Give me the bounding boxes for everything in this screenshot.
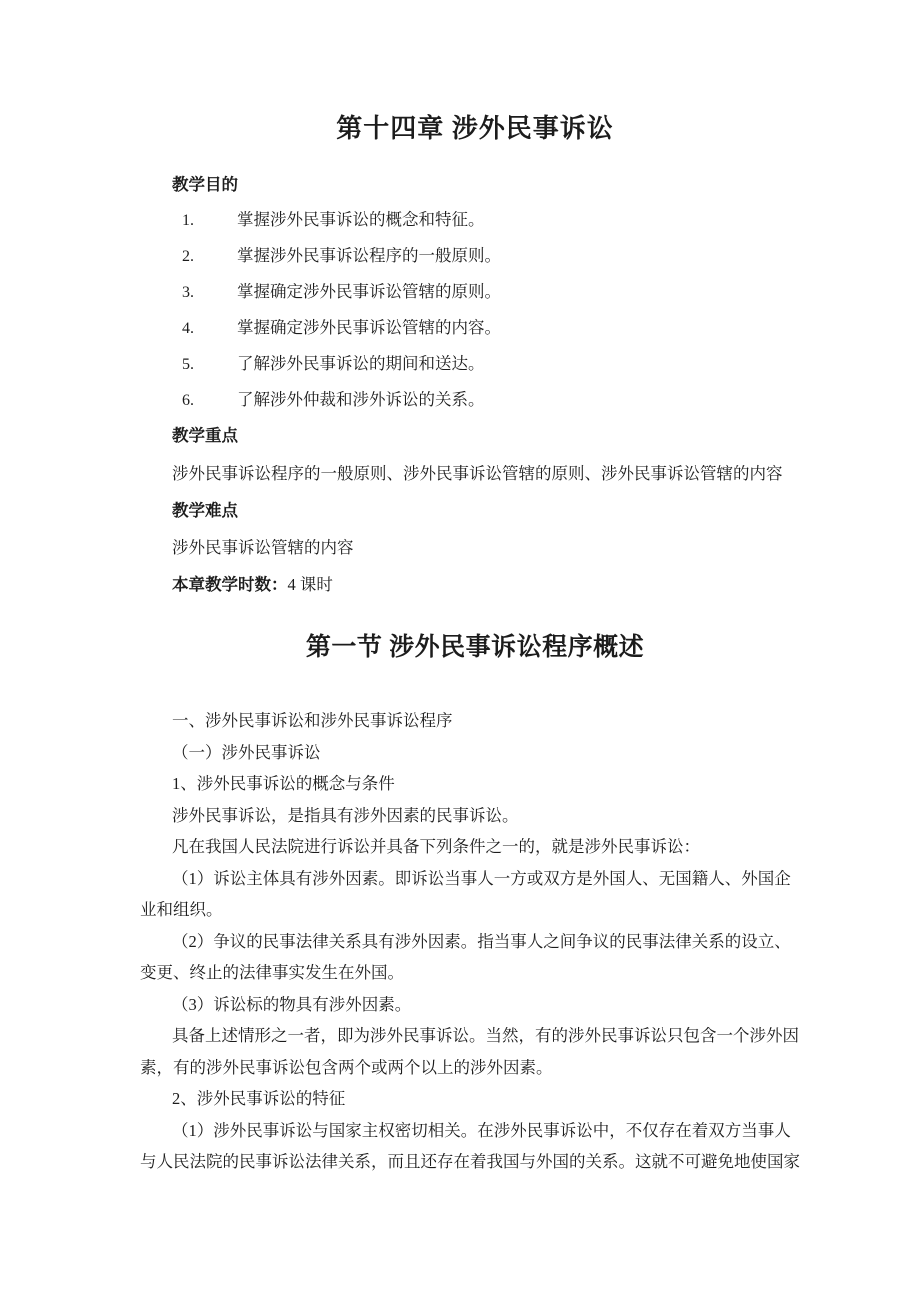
objective-text: 了解涉外民事诉讼的期间和送达。 — [237, 354, 485, 373]
body-line: （3）诉讼标的物具有涉外因素。 — [172, 994, 412, 1014]
objective-item — [140, 209, 810, 232]
objective-number: 6. — [182, 392, 194, 409]
body-line: （一）涉外民事诉讼 — [172, 742, 321, 762]
body-line: 变更、终止的法律事实发生在外国。 — [140, 963, 404, 982]
hours-value: 4 课时 — [287, 575, 333, 594]
objective-number: 1. — [182, 212, 194, 229]
body-line: 与人民法院的民事诉讼法律关系，而且还存在着我国与外国的关系。这就不可避免地使国家 — [140, 1152, 800, 1171]
key-points-label: 教学重点 — [172, 426, 238, 445]
section1-body — [140, 705, 810, 1178]
body-line: 一、涉外民事诉讼和涉外民事诉讼程序 — [172, 711, 453, 730]
objective-number: 5. — [182, 356, 194, 373]
objective-number: 2. — [182, 248, 194, 265]
objective-text: 了解涉外仲裁和涉外诉讼的关系。 — [237, 390, 485, 409]
objective-text: 掌握涉外民事诉讼的概念和特征。 — [237, 210, 485, 229]
body-line: 涉外民事诉讼，是指具有涉外因素的民事诉讼。 — [172, 805, 519, 825]
objective-item — [140, 389, 810, 412]
difficulties-label: 教学难点 — [172, 501, 238, 520]
objective-number: 3. — [182, 284, 194, 301]
hours-label: 本章教学时数： — [172, 575, 288, 594]
body-line: 凡在我国人民法院进行诉讼并具备下列条件之一的，就是涉外民事诉讼： — [172, 837, 700, 856]
objective-item — [140, 317, 810, 340]
teaching-hours-line — [140, 574, 810, 596]
body-line: 业和组织。 — [140, 900, 223, 919]
objective-number: 4. — [182, 320, 194, 337]
section1-heading: 第一节 涉外民事诉讼程序概述 — [305, 634, 645, 661]
objective-item — [140, 281, 810, 304]
objective-text: 掌握确定涉外民事诉讼管辖的原则。 — [237, 282, 501, 301]
objectives-list — [140, 209, 810, 412]
body-line: 素，有的涉外民事诉讼包含两个或两个以上的涉外因素。 — [140, 1057, 553, 1077]
chapter-title: 第十四章 涉外民事诉讼 — [336, 114, 614, 143]
objectives-label: 教学目的 — [172, 175, 238, 194]
objective-text: 掌握确定涉外民事诉讼管辖的内容。 — [237, 318, 501, 337]
body-line: 1、涉外民事诉讼的概念与条件 — [172, 774, 395, 793]
objective-item — [140, 353, 810, 376]
body-line: 2、涉外民事诉讼的特征 — [172, 1089, 346, 1108]
body-line: （2）争议的民事法律关系具有涉外因素。指当事人之间争议的民事法律关系的设立、 — [172, 931, 791, 951]
body-line: （1）诉讼主体具有涉外因素。即诉讼当事人一方或双方是外国人、无国籍人、外国企 — [172, 868, 791, 888]
body-line: （1）涉外民事诉讼与国家主权密切相关。在涉外民事诉讼中，不仅存在着双方当事人 — [172, 1120, 791, 1140]
objective-item — [140, 245, 810, 268]
difficulties-text: 涉外民事诉讼管辖的内容 — [172, 538, 354, 557]
key-points-text: 涉外民事诉讼程序的一般原则、涉外民事诉讼管辖的原则、涉外民事诉讼管辖的内容 — [172, 464, 783, 483]
body-line: 具备上述情形之一者，即为涉外民事诉讼。当然，有的涉外民事诉讼只包含一个涉外因 — [172, 1026, 799, 1045]
objective-text: 掌握涉外民事诉讼程序的一般原则。 — [237, 246, 501, 265]
